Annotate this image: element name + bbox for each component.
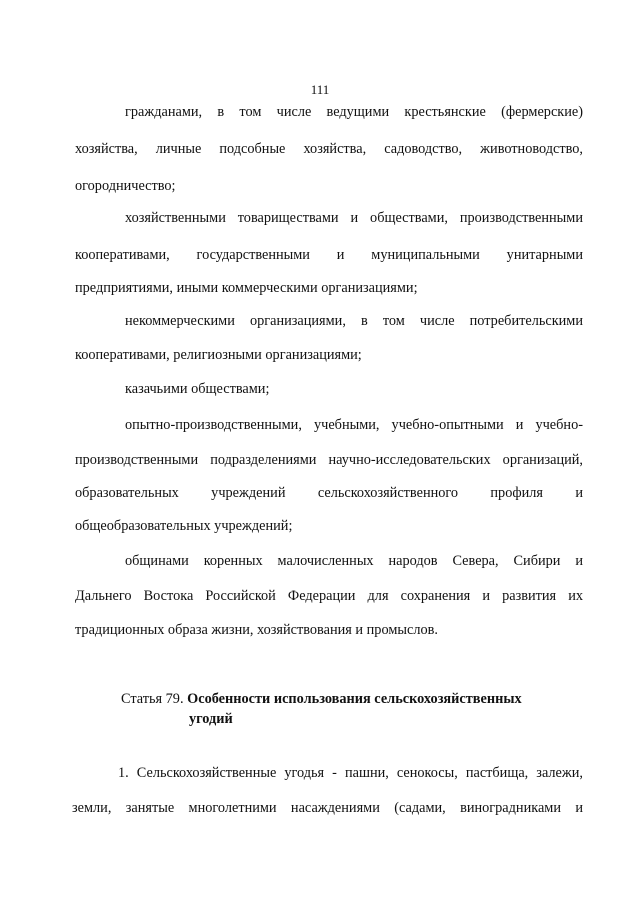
- clause-1-line-1: 1. Сельскохозяйственные угодья - пашни, сенокосы, пастбища, залежи,: [118, 765, 583, 781]
- paragraph-5-line-2: производственными подразделениями научно-исследовательских организаций,: [75, 452, 583, 468]
- paragraph-6-line-3: традиционных образа жизни, хозяйствования и промыслов.: [75, 622, 438, 638]
- article-heading: [121, 689, 561, 729]
- paragraph-3-line-1: некоммерческими организациями, в том числе потребительскими: [125, 313, 583, 329]
- paragraph-1-line-2: хозяйства, личные подсобные хозяйства, садоводство, животноводство,: [75, 141, 583, 157]
- paragraph-1-line-1: гражданами, в том числе ведущими крестьянские (фермерские): [125, 104, 583, 120]
- paragraph-3-line-2: кооперативами, религиозными организациями;: [75, 347, 362, 363]
- article-title-line-2: угодий: [189, 711, 233, 727]
- page-number: 111: [310, 82, 330, 97]
- article-number: Статья 79.: [121, 691, 188, 707]
- article-title-line-1: Особенности использования сельскохозяйственных: [187, 691, 522, 707]
- paragraph-5-line-3: образовательных учреждений сельскохозяйственного профиля и: [75, 485, 583, 501]
- paragraph-6-line-2: Дальнего Востока Российской Федерации для сохранения и развития их: [75, 588, 583, 604]
- paragraph-5-line-1: опытно-производственными, учебными, учебно-опытными и учебно-: [125, 417, 583, 433]
- paragraph-6-line-1: общинами коренных малочисленных народов Севера, Сибири и: [125, 553, 583, 569]
- paragraph-2-line-2: кооперативами, государственными и муниципальными унитарными: [75, 247, 583, 263]
- paragraph-1-line-3: огородничество;: [75, 178, 176, 194]
- clause-1-line-2: земли, занятые многолетними насаждениями (садами, виноградниками и: [72, 800, 583, 816]
- paragraph-5-line-4: общеобразовательных учреждений;: [75, 518, 293, 534]
- paragraph-2-line-1: хозяйственными товариществами и обществами, производственными: [125, 210, 583, 226]
- paragraph-2-line-3: предприятиями, иными коммерческими организациями;: [75, 280, 418, 296]
- paragraph-4-line-1: казачьими обществами;: [125, 381, 270, 397]
